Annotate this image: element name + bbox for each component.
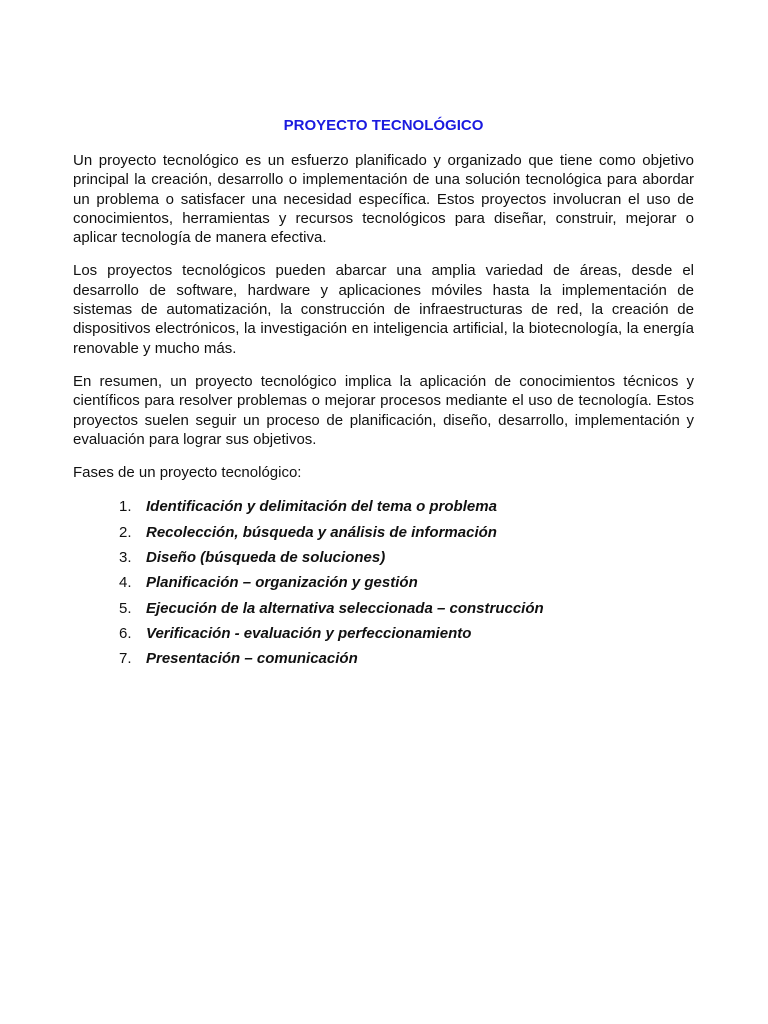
phase-text: Recolección, búsqueda y análisis de información [146, 523, 497, 541]
phase-item [73, 523, 694, 548]
paragraph-areas: Los proyectos tecnológicos pueden abarcar una amplia variedad de áreas, desde el desarrollo de software, hardware y aplicaciones móviles hasta la implementación de sistemas de automatización, la construcción de infraestructuras de red, la creación de dispositivos electrónicos, la investigación en inteligencia artificial, la biotecnología, la energía renovable y mucho más. [73, 262, 694, 357]
phase-item [73, 497, 694, 522]
phase-text: Diseño (búsqueda de soluciones) [146, 549, 386, 567]
phase-number: 7. [119, 650, 132, 668]
phase-item [73, 599, 694, 624]
phase-number: 3. [119, 549, 132, 567]
phase-text: Identificación y delimitación del tema o problema [146, 498, 497, 516]
phase-text: Verificación - evaluación y perfeccionamiento [146, 624, 472, 642]
paragraph-definition: Un proyecto tecnológico es un esfuerzo planificado y organizado que tiene como objetivo principal la creación, desarrollo o implementación de una solución tecnológica para abordar un problema o satisfacer una necesidad específica. Estos proyectos involucran el uso de conocimientos, herramientas y recursos tecnológicos para diseñar, construir, mejorar o aplicar tecnología de manera efectiva. [73, 152, 694, 247]
phase-number: 6. [119, 624, 132, 642]
phases-intro: Fases de un proyecto tecnológico: [73, 464, 302, 482]
phase-number: 2. [119, 523, 132, 541]
phase-item [73, 624, 694, 649]
phase-number: 5. [119, 599, 132, 617]
phase-item [73, 573, 694, 598]
phase-number: 4. [119, 574, 132, 592]
phase-text: Presentación – comunicación [146, 650, 358, 668]
phase-number: 1. [119, 498, 132, 516]
phase-item [73, 649, 694, 674]
phase-text: Ejecución de la alternativa seleccionada – construcción [146, 599, 544, 617]
phase-text: Planificación – organización y gestión [146, 574, 418, 592]
phases-list [73, 497, 694, 674]
paragraph-summary: En resumen, un proyecto tecnológico implica la aplicación de conocimientos técnicos y científicos para resolver problemas o mejorar procesos mediante el uso de tecnología. Estos proyectos suelen seguir un proceso de planificación, diseño, desarrollo, implementación y evaluación para lograr sus objetivos. [73, 372, 694, 448]
phase-item [73, 548, 694, 573]
document-title: PROYECTO TECNOLÓGICO [283, 117, 484, 134]
document-body [73, 116, 694, 675]
